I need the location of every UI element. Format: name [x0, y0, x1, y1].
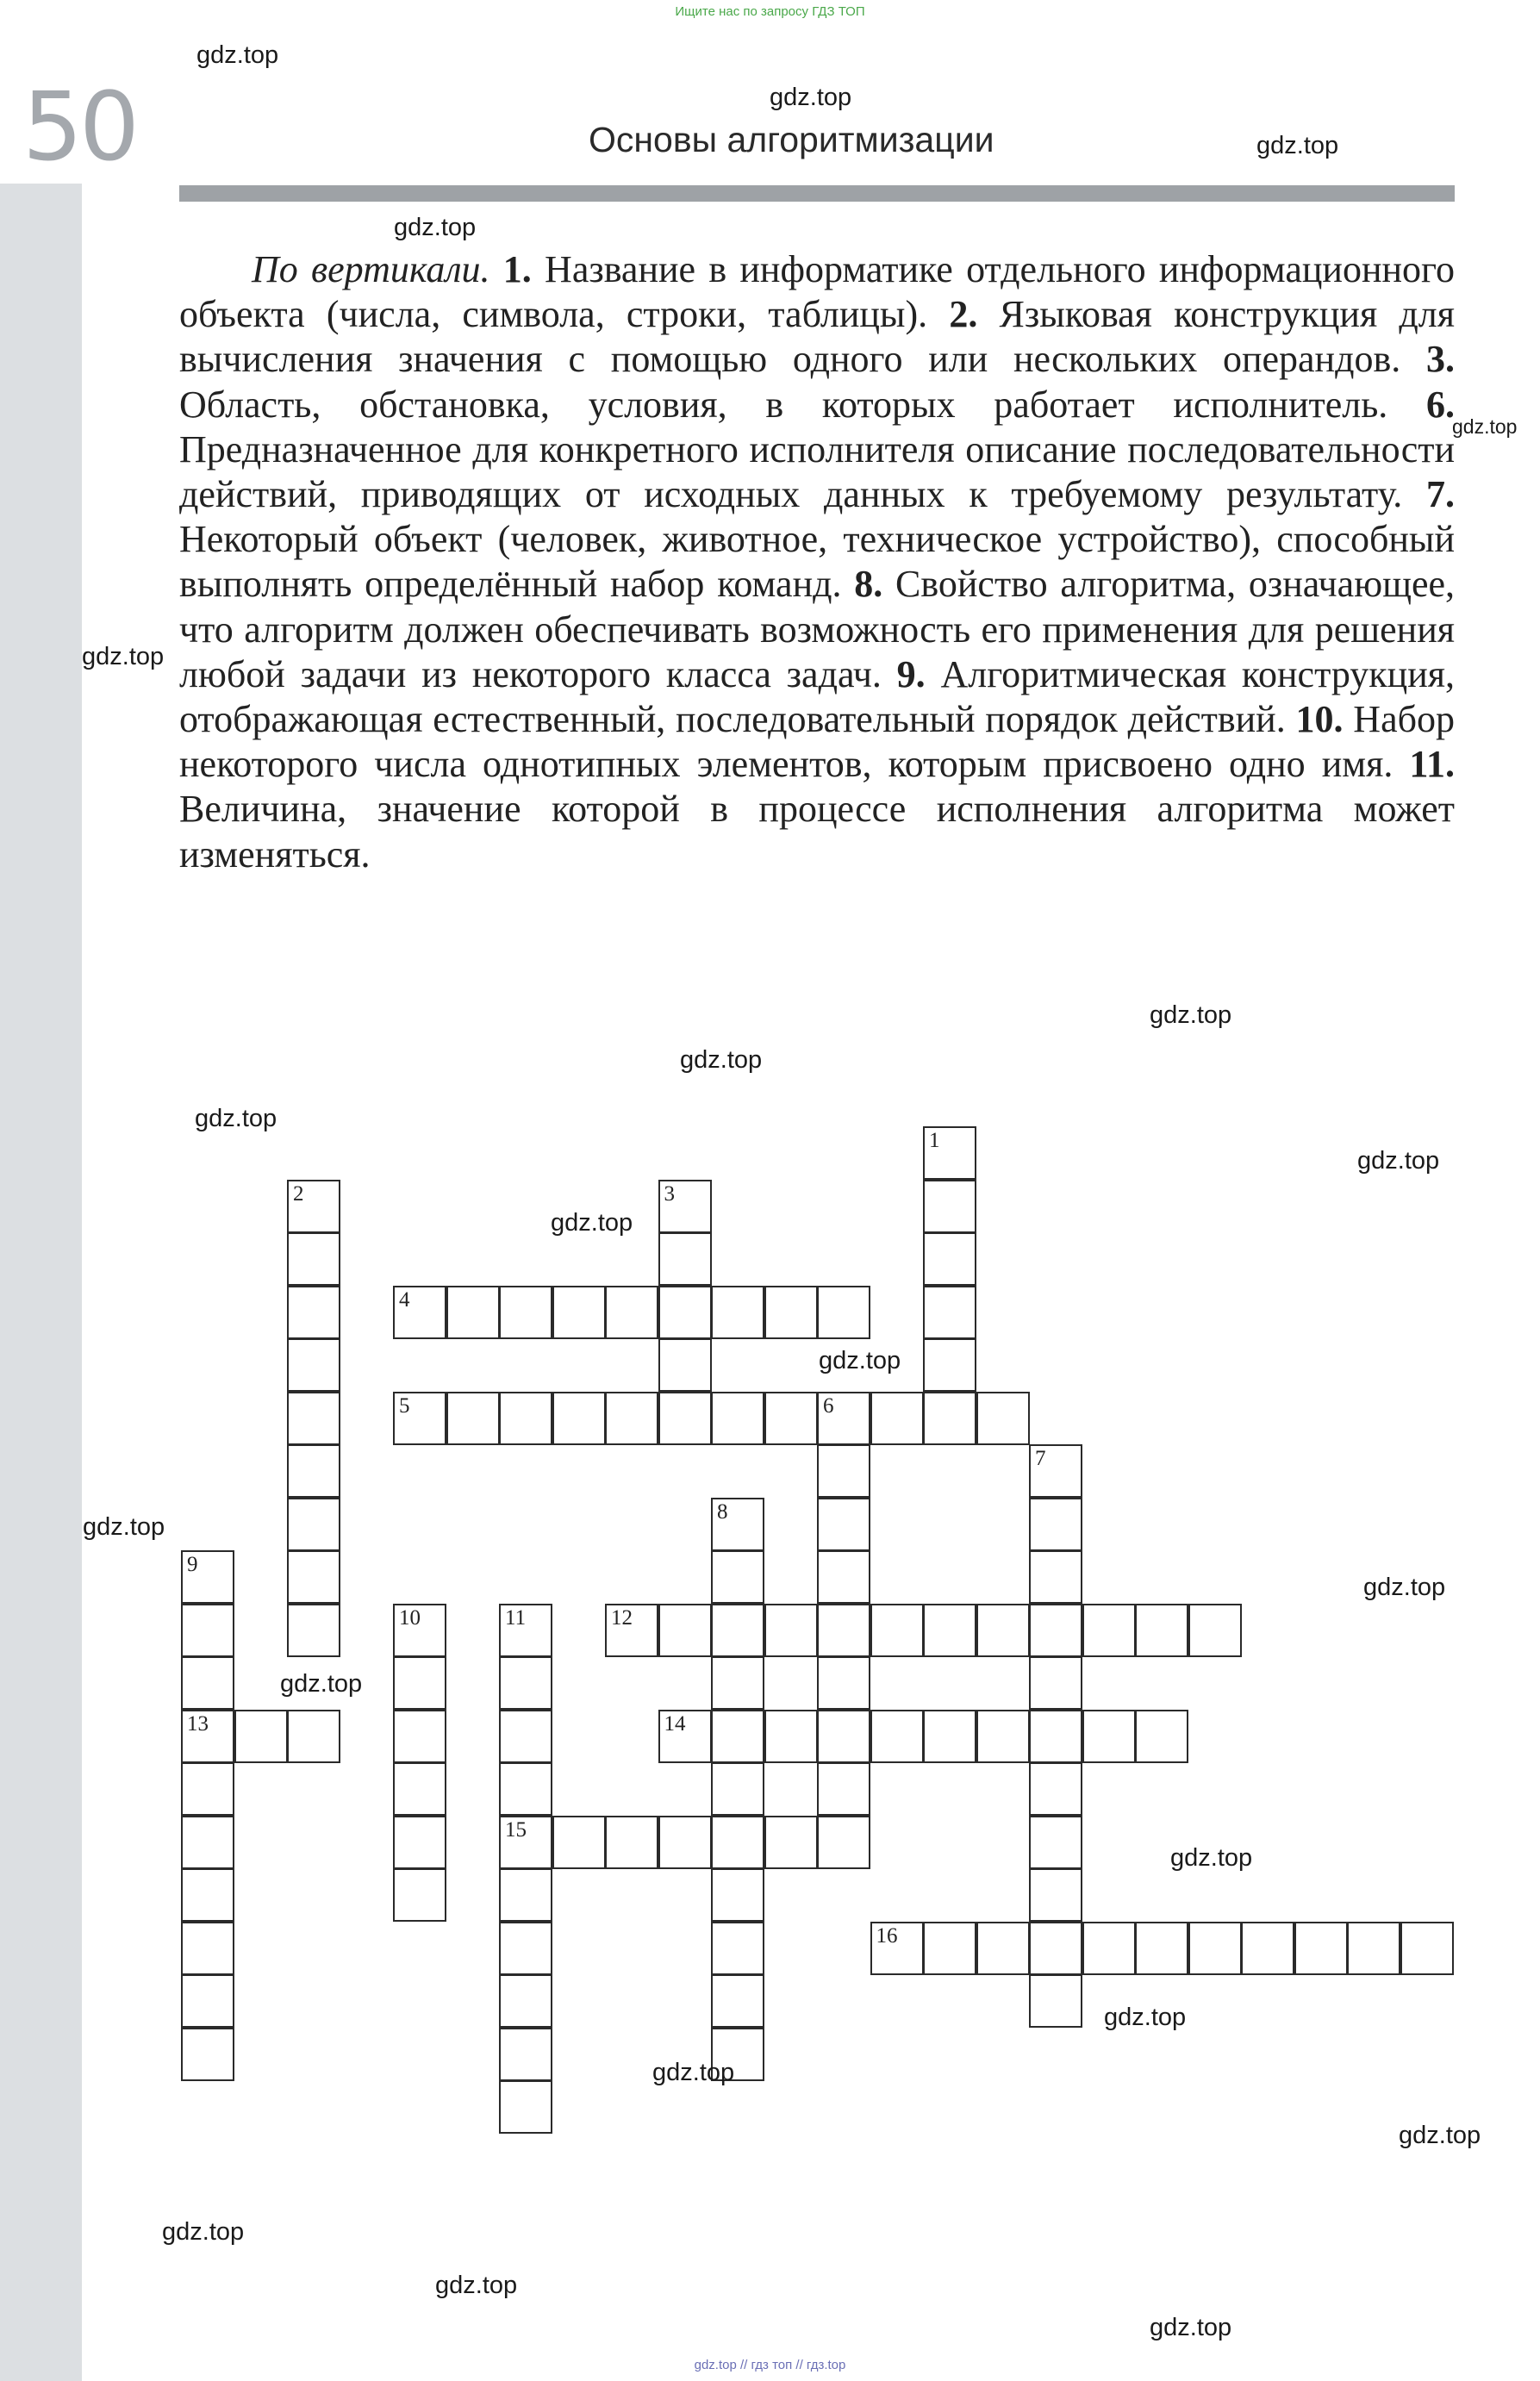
crossword-cell[interactable] [1029, 1922, 1082, 1975]
watermark: gdz.top [1452, 415, 1518, 438]
clue-text: Свойство алгоритма, означающее, что алгоритм должен обеспечивать возможность его применения для решения любой задачи из некоторого класса задач. [179, 563, 1456, 695]
clue-text: Область, обстановка, условия, в которых работает исполнитель. [179, 383, 1426, 426]
crossword-cell[interactable] [499, 1868, 552, 1922]
watermark: gdz.top [1399, 2122, 1481, 2149]
watermark: gdz.top [196, 41, 279, 69]
crossword-clue-number: 1 [929, 1129, 940, 1152]
clue-text: Предназначенное для конкретного исполнителя описание последовательности действий, приводящих от исходных данных к требуемому результату. [179, 427, 1455, 516]
watermark: gdz.top [1357, 1147, 1440, 1175]
crossword-cell[interactable] [1294, 1922, 1348, 1975]
crossword-cell[interactable] [1188, 1922, 1242, 1975]
crossword-cell[interactable] [446, 1392, 500, 1445]
crossword-cell[interactable] [817, 1550, 870, 1604]
crossword-cell[interactable] [817, 1710, 870, 1763]
crossword-cell[interactable] [658, 1338, 712, 1392]
watermark: gdz.top [652, 2059, 735, 2086]
crossword-clue-number: 14 [664, 1711, 686, 1736]
crossword-cell[interactable] [658, 1604, 712, 1657]
crossword-clue-number: 4 [399, 1287, 410, 1312]
crossword-cell[interactable] [287, 1392, 340, 1445]
crossword-cell[interactable] [658, 1816, 712, 1869]
crossword-cell[interactable] [658, 1180, 712, 1233]
watermark: gdz.top [1104, 2004, 1187, 2031]
left-margin-band [0, 184, 82, 2381]
crossword-cell[interactable] [1135, 1922, 1188, 1975]
watermark: gdz.top [435, 2272, 518, 2299]
crossword-cell[interactable] [499, 1922, 552, 1975]
crossword-cell[interactable] [1029, 1604, 1082, 1657]
crossword-cell[interactable] [605, 1816, 658, 1869]
crossword-cell[interactable] [658, 1710, 712, 1763]
clue-number: 3. [1426, 338, 1455, 381]
crossword-cell[interactable] [1400, 1922, 1454, 1975]
page-title: Основы алгоритмизации [589, 120, 994, 159]
crossword-cell[interactable] [1029, 1444, 1082, 1498]
crossword-clue-number: 9 [187, 1553, 198, 1576]
crossword-cell[interactable] [923, 1180, 976, 1233]
crossword-cell[interactable] [711, 1392, 764, 1445]
crossword-cell[interactable] [764, 1392, 818, 1445]
crossword-cell[interactable] [1029, 1974, 1082, 2028]
header-rule [179, 185, 1455, 202]
crossword-cell[interactable] [287, 1550, 340, 1604]
watermark: gdz.top [1150, 1001, 1232, 1029]
crossword-cell[interactable] [923, 1710, 976, 1763]
crossword-cell[interactable] [1082, 1922, 1136, 1975]
crossword-cell[interactable] [393, 1392, 446, 1445]
clue-text: Название в информатике отдельного информационного объекта (числа, символа, строки, таблицы). [179, 248, 1456, 336]
watermark: gdz.top [819, 1347, 901, 1374]
crossword-cell[interactable] [393, 1816, 446, 1869]
crossword-cell[interactable] [976, 1392, 1030, 1445]
crossword-cell[interactable] [499, 1816, 552, 1869]
crossword-cell[interactable] [552, 1816, 606, 1869]
clue-text: Набор некоторого числа однотипных элементов, которым присвоено одно имя. [179, 698, 1455, 786]
crossword-cell[interactable] [1029, 1762, 1082, 1816]
crossword-cell[interactable] [711, 1922, 764, 1975]
clue-text: Алгоритмическая конструкция, отображающая естественный, последовательный порядок действий. [179, 652, 1455, 741]
crossword-cell[interactable] [181, 1974, 234, 2028]
crossword-cell[interactable] [817, 1656, 870, 1710]
crossword-cell[interactable] [1029, 1868, 1082, 1922]
crossword-cell[interactable] [181, 2028, 234, 2081]
crossword-cell[interactable] [287, 1232, 340, 1286]
crossword-cell[interactable] [499, 1604, 552, 1657]
crossword-cell[interactable] [817, 1392, 870, 1445]
crossword-cell[interactable] [923, 1338, 976, 1392]
crossword-cell[interactable] [287, 1180, 340, 1233]
crossword-cell[interactable] [711, 1498, 764, 1551]
watermark: gdz.top [551, 1209, 633, 1237]
crossword-cell[interactable] [1135, 1710, 1188, 1763]
clue-number: 2. [949, 293, 978, 336]
crossword-cell[interactable] [181, 1656, 234, 1710]
crossword-clue-number: 13 [187, 1711, 209, 1736]
watermark: gdz.top [394, 214, 477, 241]
crossword-cell[interactable] [393, 1286, 446, 1339]
crossword-cell[interactable] [658, 1392, 712, 1445]
crossword-cell[interactable] [287, 1710, 340, 1763]
crossword-clue-number: 2 [293, 1181, 304, 1206]
crossword-cell[interactable] [1029, 1656, 1082, 1710]
crossword-cell[interactable] [817, 1604, 870, 1657]
crossword-cell[interactable] [1029, 1816, 1082, 1869]
crossword-cell[interactable] [923, 1126, 976, 1180]
crossword-cell[interactable] [393, 1604, 446, 1657]
crossword-cell[interactable] [923, 1286, 976, 1339]
crossword-cell[interactable] [1029, 1710, 1082, 1763]
crossword-cell[interactable] [817, 1762, 870, 1816]
crossword-cell[interactable] [764, 1604, 818, 1657]
top-search-note: Ищите нас по запросу ГДЗ ТОП [675, 4, 865, 19]
crossword-cell[interactable] [711, 1710, 764, 1763]
clue-number: 9. [896, 652, 926, 695]
crossword-cell[interactable] [976, 1922, 1030, 1975]
watermark: gdz.top [770, 84, 852, 111]
crossword-cell[interactable] [605, 1604, 658, 1657]
crossword-cell[interactable] [499, 1656, 552, 1710]
crossword-clue-number: 3 [664, 1181, 675, 1206]
crossword-clue-number: 6 [823, 1393, 834, 1418]
crossword-cell[interactable] [711, 1762, 764, 1816]
crossword-cell[interactable] [1241, 1922, 1294, 1975]
clue-number: 6. [1426, 383, 1455, 426]
crossword-cell[interactable] [605, 1392, 658, 1445]
clue-number: 10. [1295, 698, 1344, 741]
clue-number: 7. [1426, 473, 1455, 516]
watermark: gdz.top [1256, 132, 1339, 159]
watermark: gdz.top [1150, 2314, 1232, 2341]
crossword-clue-number: 7 [1035, 1447, 1046, 1470]
crossword-cell[interactable] [1082, 1710, 1136, 1763]
watermark: gdz.top [1363, 1574, 1446, 1601]
crossword-cell[interactable] [711, 1868, 764, 1922]
crossword-cell[interactable] [870, 1922, 924, 1975]
crossword-cell[interactable] [658, 1286, 712, 1339]
crossword-cell[interactable] [499, 1974, 552, 2028]
crossword-cell[interactable] [181, 1604, 234, 1657]
crossword-cell[interactable] [764, 1816, 818, 1869]
watermark: gdz.top [82, 643, 165, 670]
crossword-cell[interactable] [1029, 1550, 1082, 1604]
crossword-cell[interactable] [923, 1392, 976, 1445]
crossword-cell[interactable] [499, 2028, 552, 2081]
crossword-cell[interactable] [870, 1604, 924, 1657]
crossword-cell[interactable] [817, 1498, 870, 1551]
crossword-cell[interactable] [287, 1444, 340, 1498]
clue-text: Величина, значение которой в процессе исполнения алгоритма может изменяться. [179, 788, 1455, 876]
crossword-cell[interactable] [711, 1974, 764, 2028]
crossword-cell[interactable] [711, 1550, 764, 1604]
crossword-cell[interactable] [976, 1604, 1030, 1657]
crossword-cell[interactable] [393, 1868, 446, 1922]
crossword-cell[interactable] [1188, 1604, 1242, 1657]
clues-heading: По вертикали. [252, 248, 490, 290]
crossword-cell[interactable] [711, 1604, 764, 1657]
crossword-clue-number: 8 [717, 1499, 728, 1524]
crossword-cell[interactable] [446, 1286, 500, 1339]
crossword-cell[interactable] [393, 1710, 446, 1763]
crossword-cell[interactable] [552, 1392, 606, 1445]
watermark: gdz.top [162, 2218, 245, 2246]
clue-text: Языковая конструкция для вычисления значения с помощью одного или нескольких операндов. [179, 293, 1455, 381]
crossword-cell[interactable] [817, 1444, 870, 1498]
crossword-cell[interactable] [234, 1710, 288, 1763]
watermark: gdz.top [195, 1105, 277, 1132]
crossword-clue-number: 16 [876, 1923, 898, 1948]
crossword-cell[interactable] [287, 1604, 340, 1657]
crossword-clue-number: 12 [611, 1605, 633, 1630]
clue-text: Некоторый объект (человек, животное, техническое устройство), способный выполнять определённый набор команд. [179, 518, 1455, 606]
crossword-cell[interactable] [764, 1286, 818, 1339]
crossword-cell[interactable] [499, 1392, 552, 1445]
crossword-cell[interactable] [711, 1656, 764, 1710]
crossword-cell[interactable] [1135, 1604, 1188, 1657]
crossword-cell[interactable] [923, 1922, 976, 1975]
crossword-clue-number: 11 [505, 1605, 527, 1630]
clue-number: 8. [854, 563, 883, 606]
clue-number: 1. [502, 248, 532, 290]
crossword-cell[interactable] [181, 1550, 234, 1604]
crossword-cell[interactable] [711, 1286, 764, 1339]
crossword-cell[interactable] [1347, 1922, 1400, 1975]
crossword-cell[interactable] [870, 1392, 924, 1445]
crossword-cell[interactable] [817, 1816, 870, 1869]
crossword-cell[interactable] [976, 1710, 1030, 1763]
page-number: 50 [22, 72, 136, 182]
crossword-cell[interactable] [181, 1868, 234, 1922]
crossword-cell[interactable] [499, 1710, 552, 1763]
crossword-cell[interactable] [393, 1656, 446, 1710]
crossword-cell[interactable] [552, 1286, 606, 1339]
crossword-clue-number: 10 [399, 1605, 421, 1630]
crossword-clue-number: 15 [505, 1817, 527, 1842]
crossword-cell[interactable] [764, 1710, 818, 1763]
crossword-cell[interactable] [499, 2080, 552, 2134]
watermark: gdz.top [680, 1046, 763, 1074]
crossword-cell[interactable] [287, 1498, 340, 1551]
crossword-cell[interactable] [393, 1762, 446, 1816]
crossword-cell[interactable] [711, 1816, 764, 1869]
crossword-cell[interactable] [499, 1286, 552, 1339]
footer-note: gdz.top // гдз топ // гдз.top [694, 2358, 846, 2372]
crossword-cell[interactable] [181, 1816, 234, 1869]
crossword-clue-number: 5 [399, 1393, 410, 1418]
crossword-cell[interactable] [870, 1710, 924, 1763]
crossword-cell[interactable] [817, 1286, 870, 1339]
crossword-cell[interactable] [181, 1922, 234, 1975]
crossword-cell[interactable] [1029, 1498, 1082, 1551]
crossword-cell[interactable] [287, 1286, 340, 1339]
watermark: gdz.top [1170, 1844, 1253, 1872]
crossword-cell[interactable] [181, 1762, 234, 1816]
crossword-cell[interactable] [923, 1604, 976, 1657]
clue-number: 11. [1409, 743, 1455, 786]
crossword-cell[interactable] [499, 1762, 552, 1816]
crossword-cell[interactable] [658, 1232, 712, 1286]
watermark: gdz.top [83, 1513, 165, 1541]
crossword-cell[interactable] [287, 1338, 340, 1392]
crossword-cell[interactable] [1082, 1604, 1136, 1657]
crossword-cell[interactable] [923, 1232, 976, 1286]
watermark: gdz.top [280, 1670, 363, 1698]
clues-down [179, 247, 1455, 877]
crossword-cell[interactable] [605, 1286, 658, 1339]
crossword-cell[interactable] [181, 1710, 234, 1763]
